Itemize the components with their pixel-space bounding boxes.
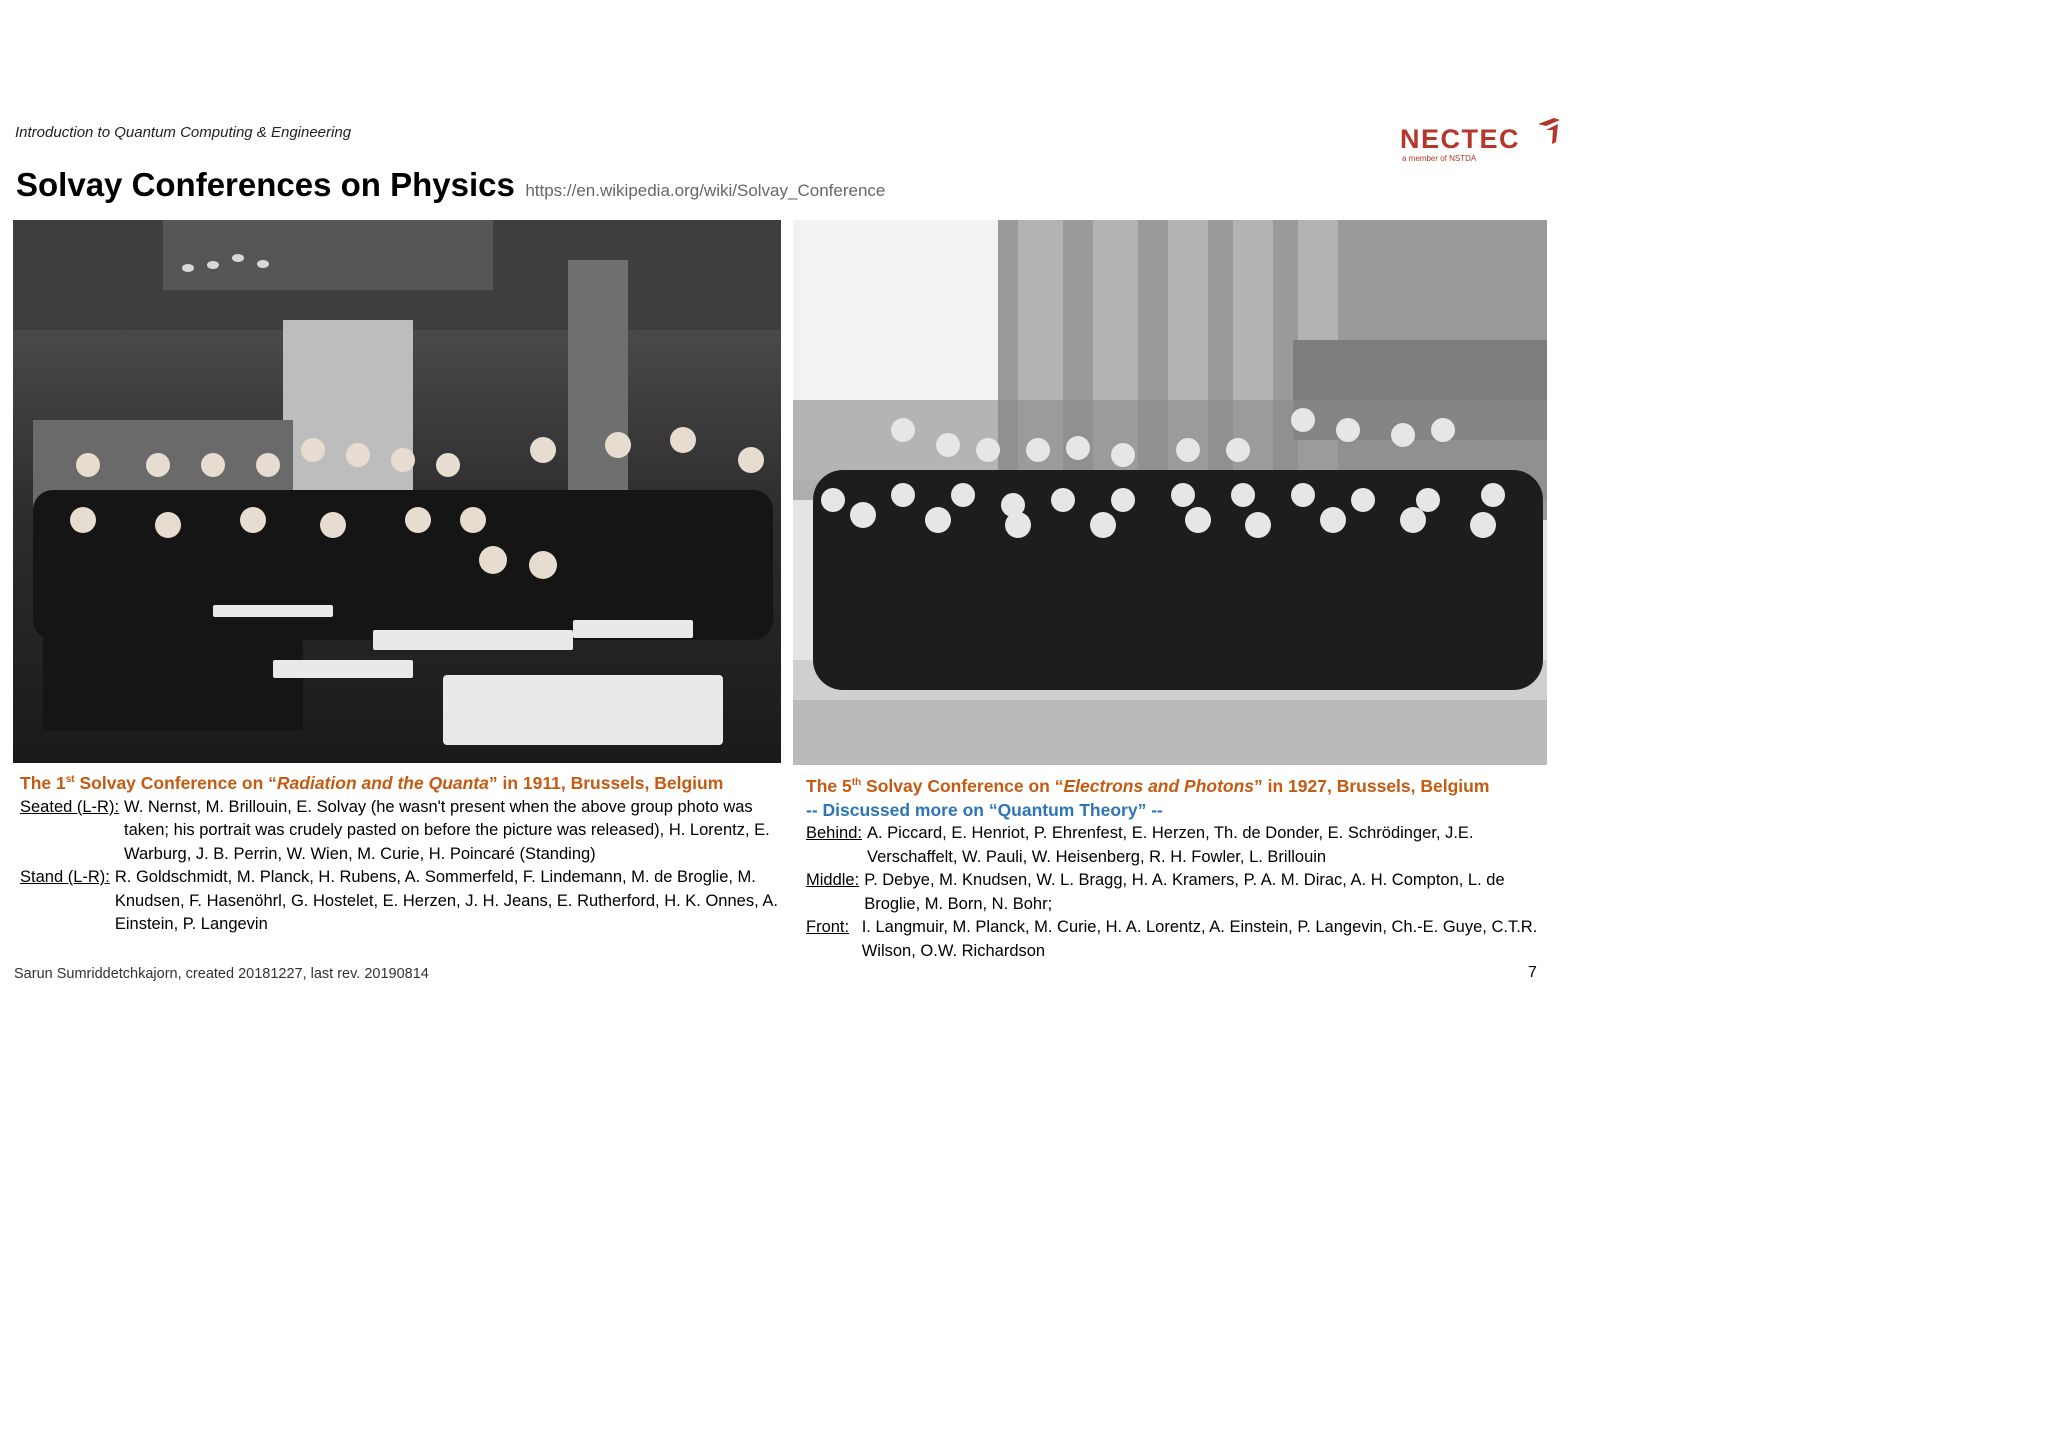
- conference-topic: Electrons and Photons: [1063, 776, 1255, 796]
- behind-label: Behind:: [806, 824, 862, 842]
- middle-label: Middle:: [806, 871, 860, 889]
- seated-list: [20, 796, 785, 867]
- ordinal-suffix: th: [851, 777, 862, 789]
- behind-list: [806, 822, 1546, 869]
- heading-middle: Solvay Conference on “: [861, 776, 1064, 796]
- middle-names: P. Debye, M. Knudsen, W. L. Bragg, H. A. Kramers, P. A. M. Dirac, A. H. Compton, L. de Broglie, M. Born, N. Bohr;: [864, 871, 1505, 913]
- heading-suffix: ” in 1927, Brussels, Belgium: [1254, 776, 1490, 796]
- title-row: [16, 166, 885, 204]
- middle-list: [806, 869, 1546, 916]
- course-title: Introduction to Quantum Computing & Engineering: [15, 124, 352, 141]
- caption-1911: [20, 772, 785, 937]
- front-label: Front:: [806, 918, 850, 936]
- source-url: https://en.wikipedia.org/wiki/Solvay_Conference: [525, 181, 886, 200]
- ordinal-suffix: st: [65, 774, 75, 786]
- caption-1927-subheading: -- Discussed more on “Quantum Theory” --: [806, 799, 1163, 820]
- caption-1927: [806, 775, 1546, 963]
- standing-label: Stand (L-R):: [20, 868, 110, 886]
- page-number: 7: [1528, 964, 1537, 981]
- photo-1911-conference: [13, 220, 781, 763]
- standing-list: [20, 866, 785, 937]
- slide-title: Solvay Conferences on Physics: [16, 166, 515, 203]
- logo-subtitle: a member of NSTDA: [1402, 154, 1477, 163]
- front-names: I. Langmuir, M. Planck, M. Curie, H. A. Lorentz, A. Einstein, P. Langevin, Ch.-E. Guye, C.T.R. Wilson, O.W. Richardson: [861, 918, 1538, 960]
- seated-label: Seated (L-R):: [20, 797, 120, 816]
- behind-names: A. Piccard, E. Henriot, P. Ehrenfest, E. Herzen, Th. de Donder, E. Schrödinger, J.E. Verschaffelt, W. Pauli, W. Heisenberg, R. H. Fowler, L. Brillouin: [866, 824, 1474, 866]
- standing-names: R. Goldschmidt, M. Planck, H. Rubens, A. Sommerfeld, F. Lindemann, M. de Broglie, M. Knudsen, F. Hasenöhrl, G. Hostelet, E. Herzen, J. H. Jeans, E. Rutherford, H. K. Onnes, A. Einstein, P. Langevin: [114, 868, 778, 933]
- heading-suffix: ” in 1911, Brussels, Belgium: [488, 773, 724, 793]
- heading-middle: Solvay Conference on “: [74, 773, 277, 793]
- photo-1927-conference: [793, 220, 1547, 765]
- conference-topic: Radiation and the Quanta: [276, 773, 489, 793]
- heading-prefix: The 1: [20, 773, 66, 793]
- caption-1927-heading: [806, 775, 1546, 799]
- front-list: [806, 916, 1546, 963]
- logo-mark-icon: [1536, 116, 1562, 146]
- logo-text: NECTEC: [1400, 124, 1521, 154]
- nectec-logo: [1398, 116, 1563, 166]
- heading-prefix: The 5: [806, 776, 852, 796]
- caption-1911-heading: [20, 772, 785, 796]
- seated-names: W. Nernst, M. Brillouin, E. Solvay (he wasn't present when the above group photo was taken; his portrait was crudely pasted on before the picture was released), H. Lorentz, E. Warburg, J. B. Perrin, W. Wien, M. Curie, H. Poincaré (Standing): [124, 797, 770, 863]
- author-credit: Sarun Sumriddetchkajorn, created 20181227, last rev. 20190814: [14, 966, 429, 982]
